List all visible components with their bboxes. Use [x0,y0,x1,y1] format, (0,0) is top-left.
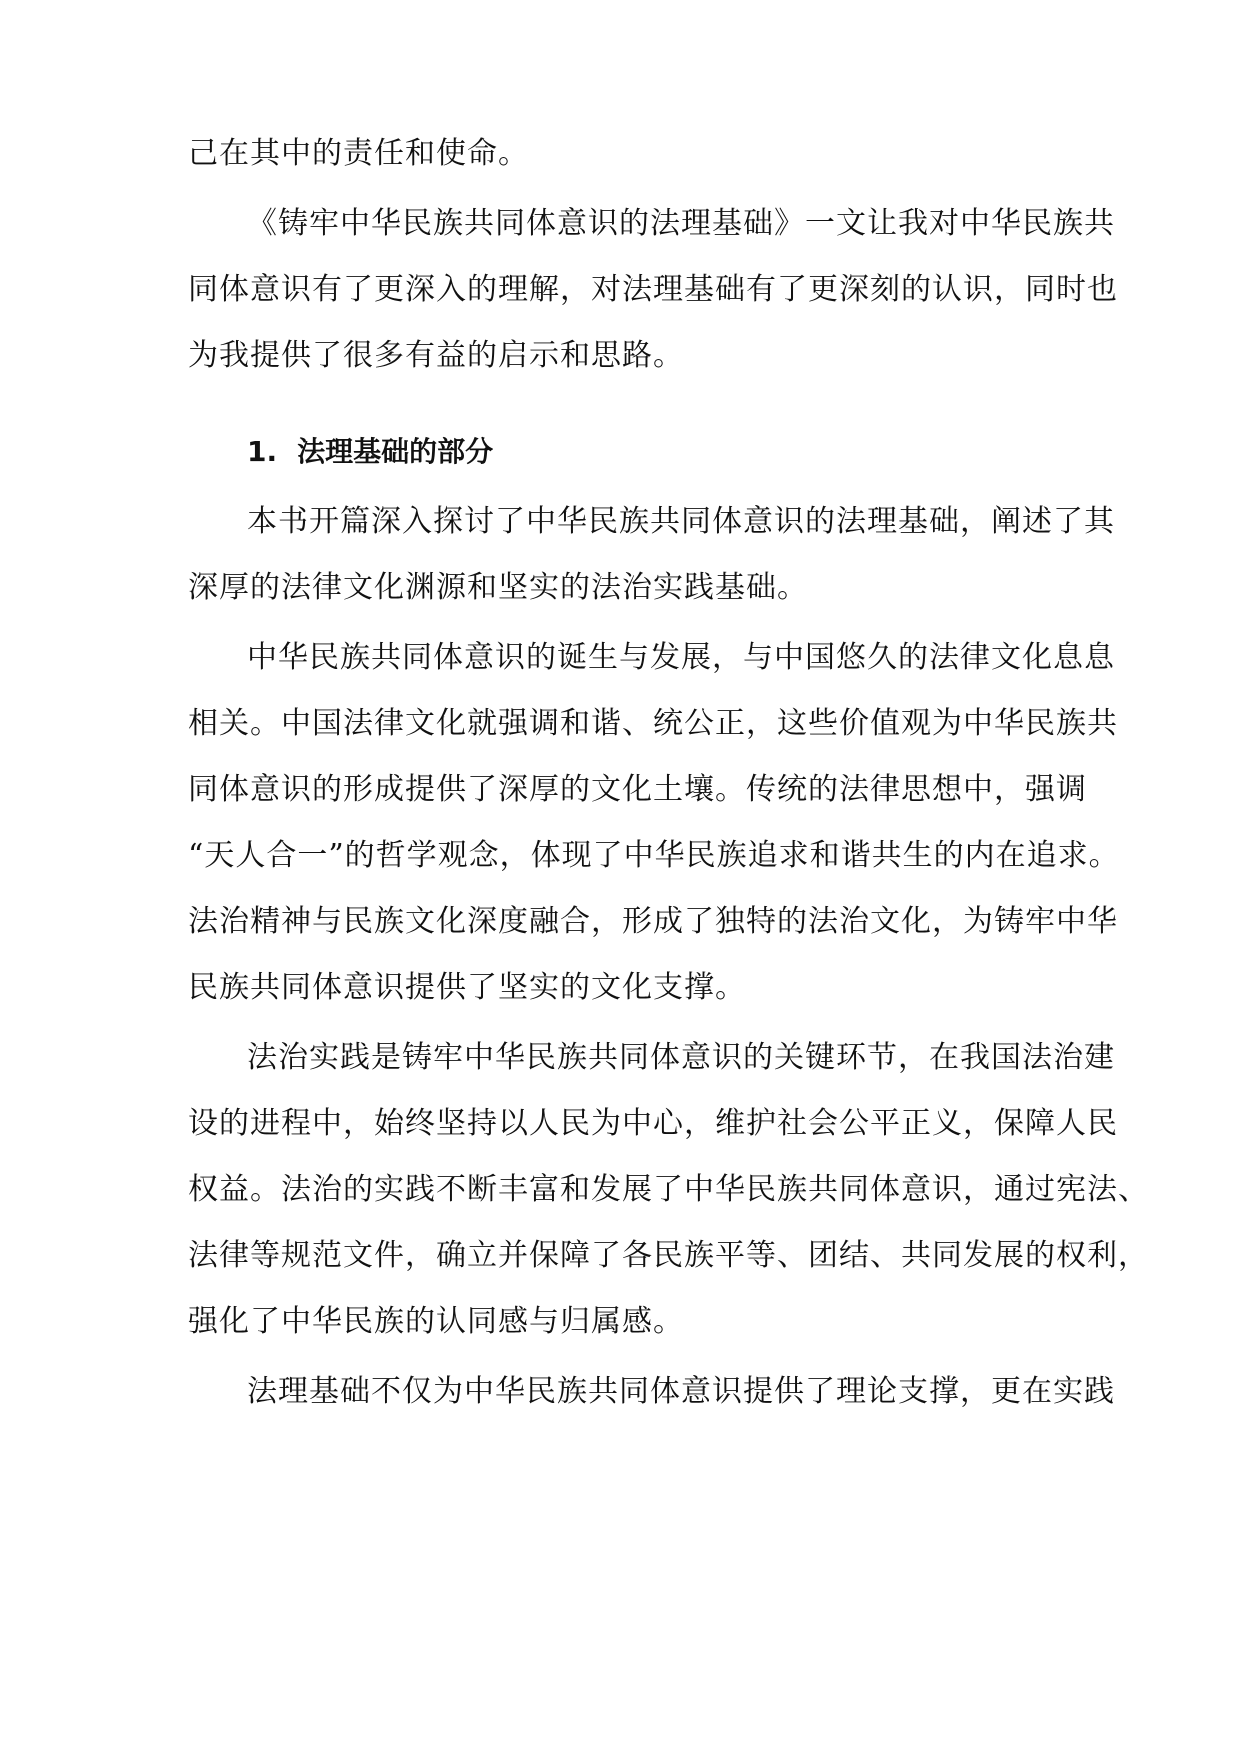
paragraph-line: 本书开篇深入探讨了中华民族共同体意识的法理基础，阐述了其 [247,504,1115,539]
section-heading [247,432,493,472]
section-title: 法理基础的部分 [297,435,494,468]
paragraph-line: 法律等规范文件，确立并保障了各民族平等、团结、共同发展的权利， [188,1238,1149,1273]
paragraph-line: 法治精神与民族文化深度融合，形成了独特的法治文化，为铸牢中华 [188,904,1118,939]
paragraph-line: “天人合一”的哲学观念，体现了中华民族追求和谐共生的内在追求。 [188,838,1120,873]
section-number: 1. [247,435,278,468]
paragraph-line: 己在其中的责任和使命。 [188,136,529,171]
paragraph-line: 相关。中国法律文化就强调和谐、统公正，这些价值观为中华民族共 [188,706,1118,741]
paragraph-line: 同体意识有了更深入的理解，对法理基础有了更深刻的认识，同时也 [188,272,1118,307]
paragraph-line: 深厚的法律文化渊源和坚实的法治实践基础。 [188,570,808,605]
paragraph-line: 法理基础不仅为中华民族共同体意识提供了理论支撑，更在实践 [247,1374,1115,1409]
paragraph-line: 为我提供了很多有益的启示和思路。 [188,338,684,373]
paragraph-line: 民族共同体意识提供了坚实的文化支撑。 [188,970,746,1005]
paragraph-line: 《铸牢中华民族共同体意识的法理基础》一文让我对中华民族共 [247,206,1115,241]
paragraph-line: 强化了中华民族的认同感与归属感。 [188,1304,684,1339]
paragraph-line: 法治实践是铸牢中华民族共同体意识的关键环节，在我国法治建 [247,1040,1115,1075]
paragraph-line: 权益。法治的实践不断丰富和发展了中华民族共同体意识，通过宪法、 [188,1172,1149,1207]
paragraph-line: 设的进程中，始终坚持以人民为中心，维护社会公平正义，保障人民 [188,1106,1118,1141]
paragraph-line: 中华民族共同体意识的诞生与发展，与中国悠久的法律文化息息 [247,640,1115,675]
paragraph-line: 同体意识的形成提供了深厚的文化土壤。传统的法律思想中，强调 [188,772,1087,807]
